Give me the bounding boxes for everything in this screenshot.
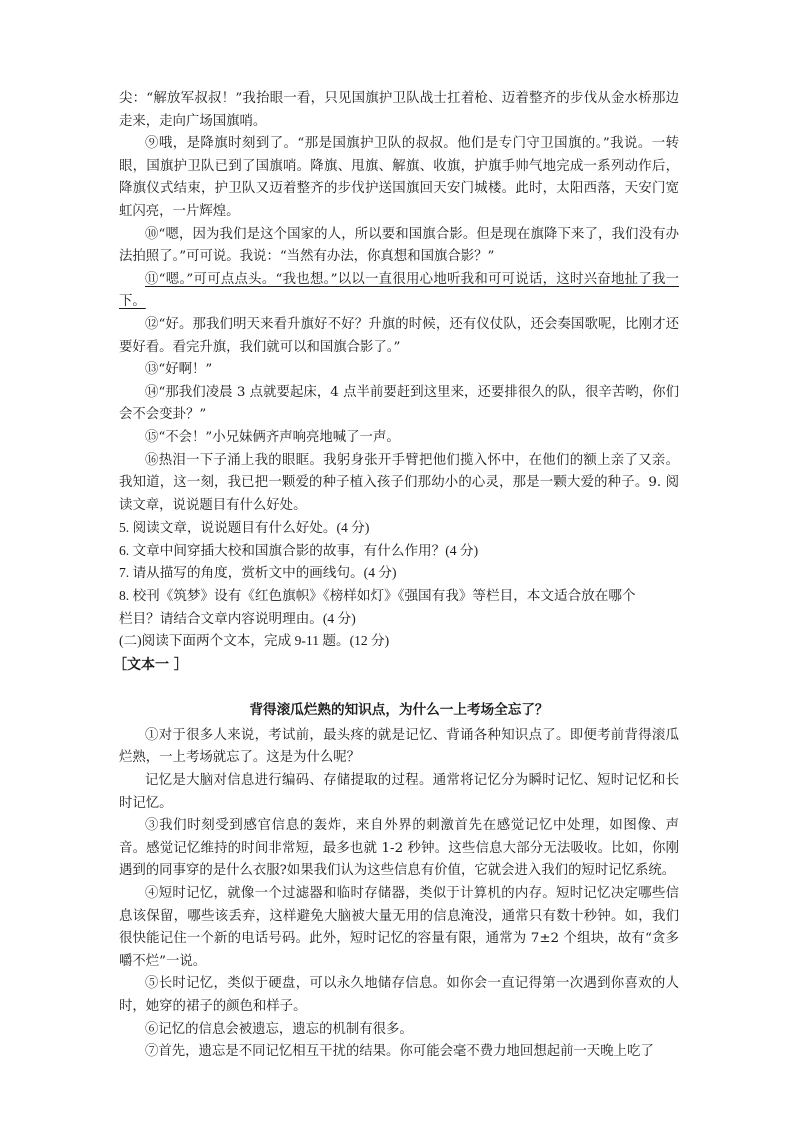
story-paragraph-10: ⑩“嗯，因为我们是这个国家的人，所以要和国旗合影。但是现在旗降下来了，我们没有办法拍照了。”可可说。我说：“当然有办法，你真想和国旗合影？” xyxy=(119,226,679,265)
article-paragraph-6: ⑥记忆的信息会被遗忘，遗忘的机制有很多。 xyxy=(145,1021,413,1037)
question-8-line-1: 8. 校刊《筑梦》设有《红色旗帜》《榜样如灯》《强国有我》等栏目，本文适合放在哪个 xyxy=(119,588,636,604)
story-paragraph-11-underlined: ⑪“嗯。”可可点点头。“我也想。”以以一直很用心地听我和可可说话，这时兴奋地扯了我一下。 xyxy=(119,271,679,310)
story-paragraph-12: ⑫“好。那我们明天来看升旗好不好？升旗的时候，还有仪仗队，还会奏国歌呢，比刚才还要好看。看完升旗，我们就可以和国旗合影了。” xyxy=(119,316,679,355)
article-paragraph-7: ⑦首先，遗忘是不同记忆相互干扰的结果。你可能会毫不费力地回想起前一天晚上吃了 xyxy=(145,1044,654,1060)
story-paragraph-9: ⑨哦，是降旗时刻到了。“那是国旗护卫队的叔叔。他们是专门守卫国旗的。”我说。一转眼，国旗护卫队已到了国旗哨。降旗、甩旗、解旗、收旗，护旗手帅气地完成一系列动作后，降旗仪式结束，护卫队又迈着整齐的步伐护送国旗回天安门城楼。此时，太阳西落，天安门宽虹闪亮，一片辉煌。 xyxy=(119,136,679,219)
article-title: 背得滚瓜烂熟的知识点，为什么一上考场全忘了？ xyxy=(249,701,549,718)
story-paragraph-15: ⑮“不会！”小兄妹俩齐声响亮地喊了一声。 xyxy=(145,429,400,445)
story-paragraph-intro: 尖：“解放军叔叔！”我抬眼一看，只见国旗护卫队战士扛着枪、迈着整齐的步伐从金水桥那边走来，走向广场国旗哨。 xyxy=(119,91,679,129)
story-paragraph-14: ⑭“那我们凌晨 3 点就要起床，4 点半前要赶到这里来，还要排很久的队，很辛苦哟，你们会不会变卦？” xyxy=(119,384,679,423)
article-paragraph-1: ①对于很多人来说，考试前，最头疼的就是记忆、背诵各种知识点了。即便考前背得滚瓜烂熟，一上考场就忘了。这是为什么呢？ xyxy=(119,727,679,766)
question-5: 5. 阅读文章，说说题目有什么好处。(4 分) xyxy=(119,520,370,536)
document-page xyxy=(113,88,679,1064)
story-paragraph-13: ⑬“好啊！” xyxy=(145,362,213,378)
story-paragraph-16: ⑯热泪一下子涌上我的眼眶。我躬身张开手臂把他们揽入怀中，在他们的额上亲了又亲。我知道，这一刻，我已把一颗爱的种子植入孩子们那幼小的心灵，那是一颗大爱的种子。9. 阅读文章，说说题目有什么好处。 xyxy=(119,452,679,513)
article-paragraph-2: 记忆是大脑对信息进行编码、存储提取的过程。通常将记忆分为瞬时记忆、短时记忆和长时记忆。 xyxy=(119,773,679,811)
section-2-heading: (二)阅读下面两个文本，完成 9-11 题。(12 分) xyxy=(119,633,390,649)
question-7: 7. 请从描写的角度，赏析文中的画线句。(4 分) xyxy=(119,565,397,581)
article-paragraph-5: ⑤长时记忆，类似于硬盘，可以永久地储存信息。如你会一直记得第一次遇到你喜欢的人时，她穿的裙子的颜色和样子。 xyxy=(119,976,679,1014)
question-6: 6. 文章中间穿插大校和国旗合影的故事，有什么作用？(4 分) xyxy=(119,542,479,558)
question-8-line-2: 栏目？请结合文章内容说明理由。(4 分) xyxy=(119,610,356,626)
text-one-label: ［文本一 ］ xyxy=(113,656,188,673)
article-paragraph-4: ④短时记忆，就像一个过滤器和临时存储器，类似于计算机的内存。短时记忆决定哪些信息该保留，哪些该丢弃，这样避免大脑被大量无用的信息淹没，通常只有数十秒钟。如，我们很快能记住一个新的电话号码。此外，短时记忆的容量有限，通常为 7±2 个组块，故有“贪多嚼不烂”一说。 xyxy=(119,886,679,969)
article-paragraph-3: ③我们时刻受到感官信息的轰炸，来自外界的刺激首先在感觉记忆中处理，如图像、声音。感觉记忆维持的时间非常短，最多也就 1-2 秒钟。这些信息大部分无法吸收。比如，你刚遇到的同事穿的是什么衣服?如果我们认为这些信息有价值，它就会进入我们的短时记忆系统。 xyxy=(119,818,679,879)
